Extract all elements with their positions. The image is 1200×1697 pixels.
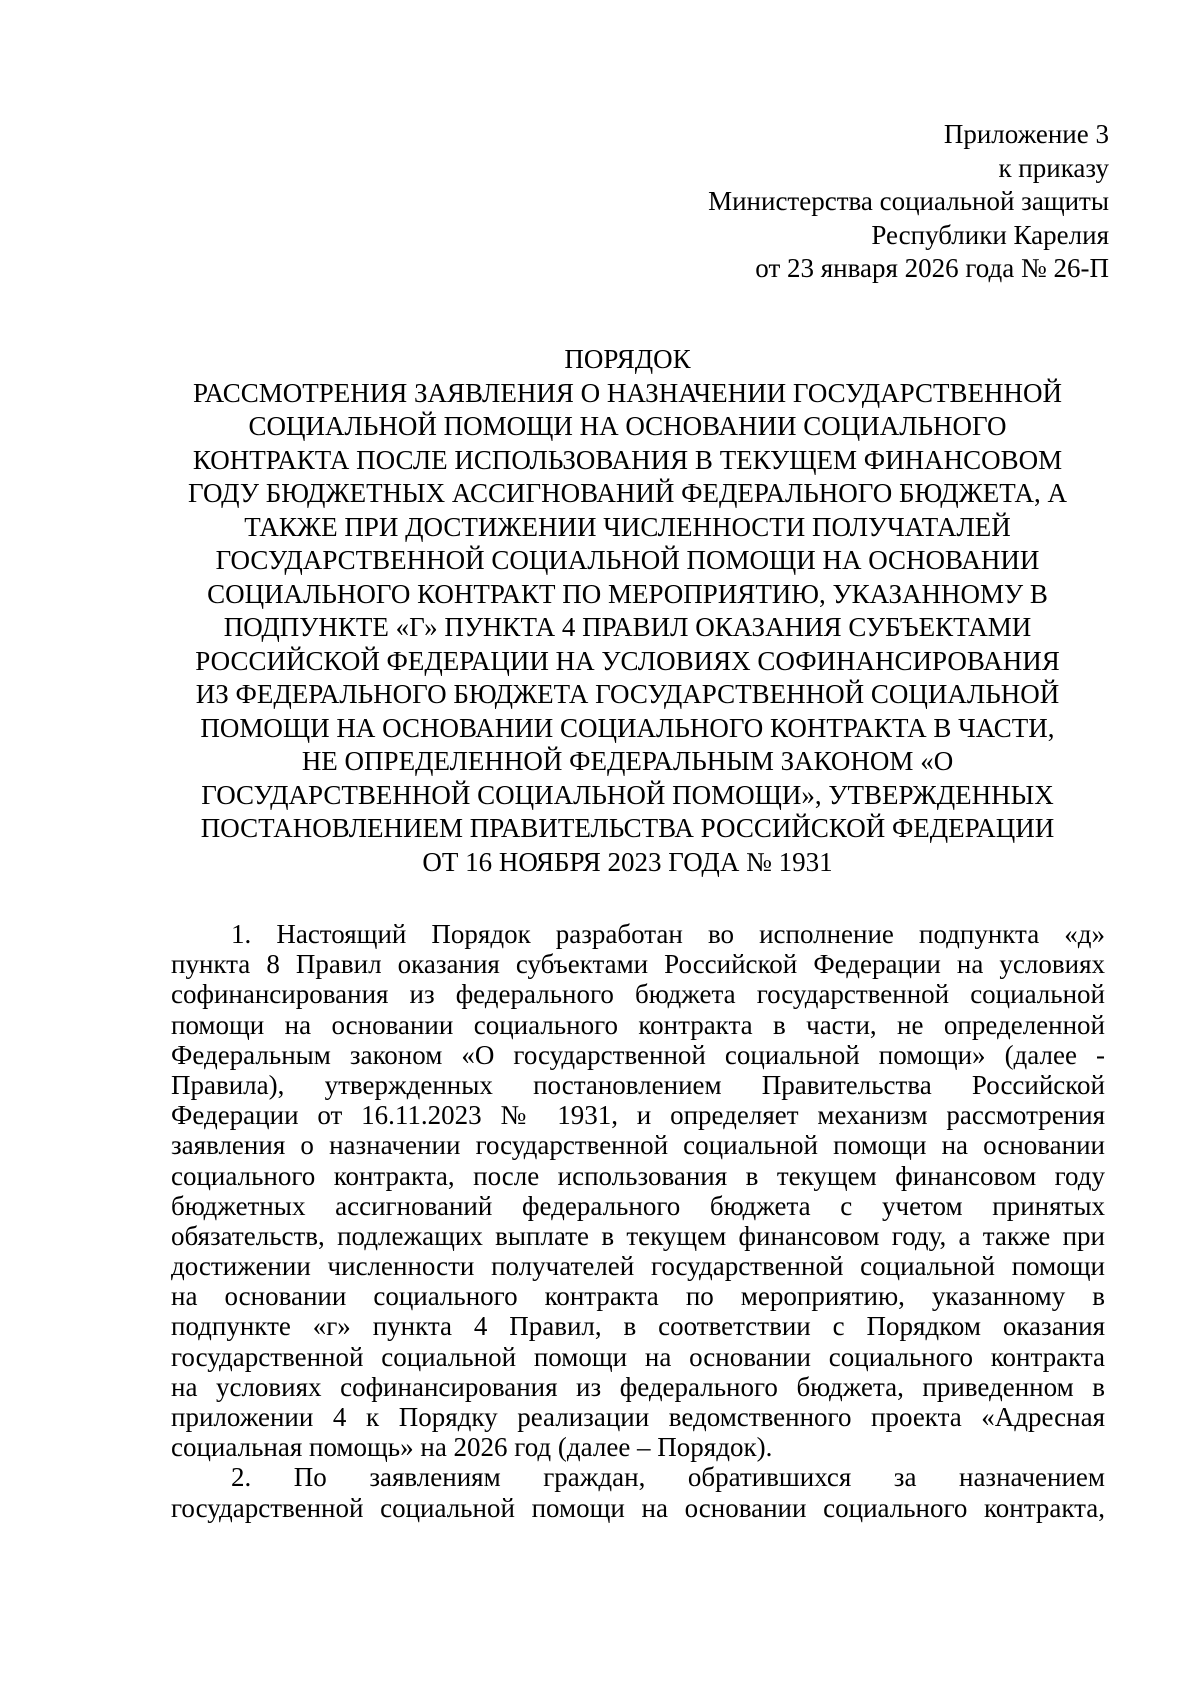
paragraph-line: социальная помощь» на 2026 год (далее – Порядок). <box>171 1432 773 1463</box>
title-line: РОССИЙСКОЙ ФЕДЕРАЦИИ НА УСЛОВИЯХ СОФИНАНСИРОВАНИЯ <box>195 645 1060 676</box>
paragraph-1 <box>171 919 1105 1462</box>
title-line: ПОСТАНОВЛЕНИЕМ ПРАВИТЕЛЬСТВА РОССИЙСКОЙ ФЕДЕРАЦИИ <box>200 813 1055 843</box>
title-line: ТАКЖЕ ПРИ ДОСТИЖЕНИИ ЧИСЛЕННОСТИ ПОЛУЧАТАЛЕЙ <box>244 511 1011 542</box>
paragraph-2 <box>171 1462 1105 1522</box>
paragraph-line: государственной социальной помощи на основании социального контракта <box>171 1341 1105 1372</box>
paragraph-line: государственной социальной помощи на основании социального контракта, <box>171 1492 1105 1523</box>
paragraph-line: 1. Настоящий Порядок разработан во исполнение подпункта «д» <box>231 919 1105 949</box>
paragraph-line: пункта 8 Правил оказания субъектами Российской Федерации на условиях <box>171 949 1105 980</box>
paragraph-line: подпункте «г» пункта 4 Правил, в соответствии с Порядком оказания <box>171 1311 1105 1342</box>
paragraph-line: Федерации от 16.11.2023 № 1931, и определяет механизм рассмотрения <box>171 1100 1105 1131</box>
title-line: РАССМОТРЕНИЯ ЗАЯВЛЕНИЯ О НАЗНАЧЕНИИ ГОСУДАРСТВЕННОЙ <box>193 377 1062 408</box>
appendix-header <box>708 118 1109 286</box>
document-body <box>171 919 1105 1523</box>
appendix-line: от 23 января 2026 года № 26-П <box>755 253 1109 283</box>
appendix-line: Приложение 3 <box>943 119 1109 149</box>
title-line: СОЦИАЛЬНОЙ ПОМОЩИ НА ОСНОВАНИИ СОЦИАЛЬНОГО <box>248 411 1007 441</box>
paragraph-line: помощи на основании социального контракта в части, не определенной <box>171 1009 1105 1040</box>
title-line: ПОМОЩИ НА ОСНОВАНИИ СОЦИАЛЬНОГО КОНТРАКТА В ЧАСТИ, <box>200 712 1055 743</box>
appendix-line: к приказу <box>998 152 1109 183</box>
appendix-line: Республики Карелия <box>871 219 1109 250</box>
paragraph-line: социального контракта, после использования в текущем финансовом году <box>171 1160 1105 1191</box>
title-line: КОНТРАКТА ПОСЛЕ ИСПОЛЬЗОВАНИЯ В ТЕКУЩЕМ ФИНАНСОВОМ <box>192 444 1063 475</box>
title-line: ОТ 16 НОЯБРЯ 2023 ГОДА № 1931 <box>422 846 833 877</box>
paragraph-line: софинансирования из федерального бюджета государственной социальной <box>171 979 1105 1010</box>
title-line: СОЦИАЛЬНОГО КОНТРАКТ ПО МЕРОПРИЯТИЮ, УКАЗАННОМУ В <box>207 578 1048 609</box>
title-line: ГОСУДАРСТВЕННОЙ СОЦИАЛЬНОЙ ПОМОЩИ», УТВЕРЖДЕННЫХ <box>201 779 1054 810</box>
paragraph-line: заявления о назначении государственной социальной помощи на основании <box>171 1130 1105 1161</box>
paragraph-line: достижении численности получателей государственной социальной помощи <box>171 1251 1105 1282</box>
paragraph-line: на основании социального контракта по мероприятию, указанному в <box>171 1281 1105 1312</box>
appendix-line: Министерства социальной защиты <box>708 186 1109 216</box>
paragraph-line: обязательств, подлежащих выплате в текущем финансовом году, а также при <box>171 1220 1105 1251</box>
title-line: ГОДУ БЮДЖЕТНЫХ АССИГНОВАНИЙ ФЕДЕРАЛЬНОГО БЮДЖЕТА, А <box>188 478 1067 508</box>
paragraph-line: Правила), утвержденных постановлением Правительства Российской <box>171 1069 1105 1100</box>
title-heading: ПОРЯДОК <box>564 344 691 374</box>
paragraph-line: Федеральным законом «О государственной социальной помощи» (далее - <box>171 1039 1105 1070</box>
title-line: НЕ ОПРЕДЕЛЕННОЙ ФЕДЕРАЛЬНЫМ ЗАКОНОМ «О <box>301 746 954 776</box>
paragraph-line: на условиях софинансирования из федерального бюджета, приведенном в <box>171 1371 1105 1402</box>
document-title <box>150 343 1105 879</box>
title-line: ИЗ ФЕДЕРАЛЬНОГО БЮДЖЕТА ГОСУДАРСТВЕННОЙ СОЦИАЛЬНОЙ <box>195 679 1060 709</box>
paragraph-line: бюджетных ассигнований федерального бюджета с учетом принятых <box>171 1190 1105 1221</box>
title-line: ПОДПУНКТЕ «Г» ПУНКТА 4 ПРАВИЛ ОКАЗАНИЯ СУБЪЕКТАМИ <box>223 612 1032 642</box>
title-line: ГОСУДАРСТВЕННОЙ СОЦИАЛЬНОЙ ПОМОЩИ НА ОСНОВАНИИ <box>215 545 1040 575</box>
paragraph-line: приложении 4 к Порядку реализации ведомственного проекта «Адресная <box>171 1402 1105 1432</box>
paragraph-line: 2. По заявлениям граждан, обратившихся за назначением <box>231 1462 1105 1493</box>
